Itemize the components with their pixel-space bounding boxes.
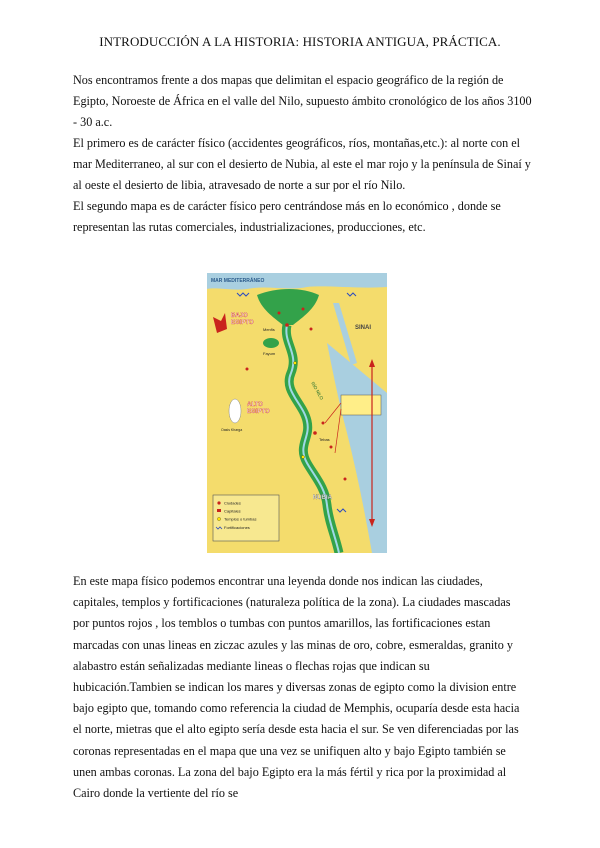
legend-item: Fortificaciones (224, 525, 250, 530)
map-label-sea: MAR MEDITERRÁNEO (211, 278, 265, 284)
paragraph-physical-map: El primero es de carácter físico (accidentes geográficos, ríos, montañas,etc.): al norte con el mar Mediterraneo, al sur con el desierto de Nubia, al este el mar rojo y la península de Sinaí y al oeste el desierto de libia, atravesado de norte a sur por el río Nilo. (73, 136, 531, 192)
map-label-alto-2: EGIPTO (247, 409, 270, 415)
map-label-rio: RÍO NILO (310, 381, 325, 401)
bajo-egipto-crown-icon (213, 313, 227, 333)
fayum-lake (263, 338, 279, 348)
page-title: INTRODUCCIÓN A LA HISTORIA: HISTORIA ANTIGUA, PRÁCTICA. (99, 34, 501, 49)
egypt-physical-map (207, 273, 387, 553)
map-label-bajo: BAJO (231, 313, 248, 319)
map-label-alto: ALTO (247, 402, 263, 408)
paragraph-economic-map: El segundo mapa es de carácter físico pero centrándose más en lo económico , donde se representan las rutas comerciales, industrializaciones, producciones, etc. (73, 199, 501, 234)
map-label-tebas: Tebas (319, 437, 330, 442)
mines-callout (341, 395, 381, 415)
map-label-nubia: NUBIA (313, 495, 332, 501)
nile-delta (257, 289, 319, 325)
map-label-oasis: Oasis Kharga (221, 428, 243, 432)
paragraph-intro: Nos encontramos frente a dos mapas que delimitan el espacio geográfico de la región de Egipto, Noroeste de África en el valle del Nilo, supuesto ámbito cronológico de los años 3100 - 30 a.c. (73, 73, 532, 129)
map-label-bajo-2: EGIPTO (231, 320, 254, 326)
legend-item: Ciudades (224, 500, 241, 506)
legend-item: Templos o tumbas (224, 516, 257, 522)
paragraph-map-description: En este mapa físico podemos encontrar una leyenda donde nos indican las ciudades, capitales, templos y fortificaciones (naturaleza política de la zona). La ciudades mascadas por puntos rojos , los temblos o tumbas con puntos amarillos, las fortificaciones estan marcadas con unas lineas en ziczac azules y las minas de oro, cobre, esmeraldas, granito y alabastro están señalizadas mediante lineas o flechas rojas que indican su hubicación.Tambien se indican los mares y diversas zonas de egipto como la division entre bajo egipto que, tomando como referencia la ciudad de Memphis, ocuparía desde esta hacia el norte, mietras que el alto egipto sería desde esta hacia el sur. Se ven diferenciadas por las coronas representadas en el mapa que una vez se unifiquen alto y bajo Egipto también se unen ambas coronas. La zona del bajo Egipto era la más fértil y rica por la proximidad al Cairo donde la vertiente del río se (73, 574, 520, 801)
map-label-sinai: SINAI (355, 325, 372, 331)
oasis-shape (229, 399, 241, 423)
map-label-memphis: Menfis (263, 327, 275, 332)
legend-item: Capitales (224, 508, 241, 514)
map-label-fayum: Fayum (263, 351, 276, 356)
